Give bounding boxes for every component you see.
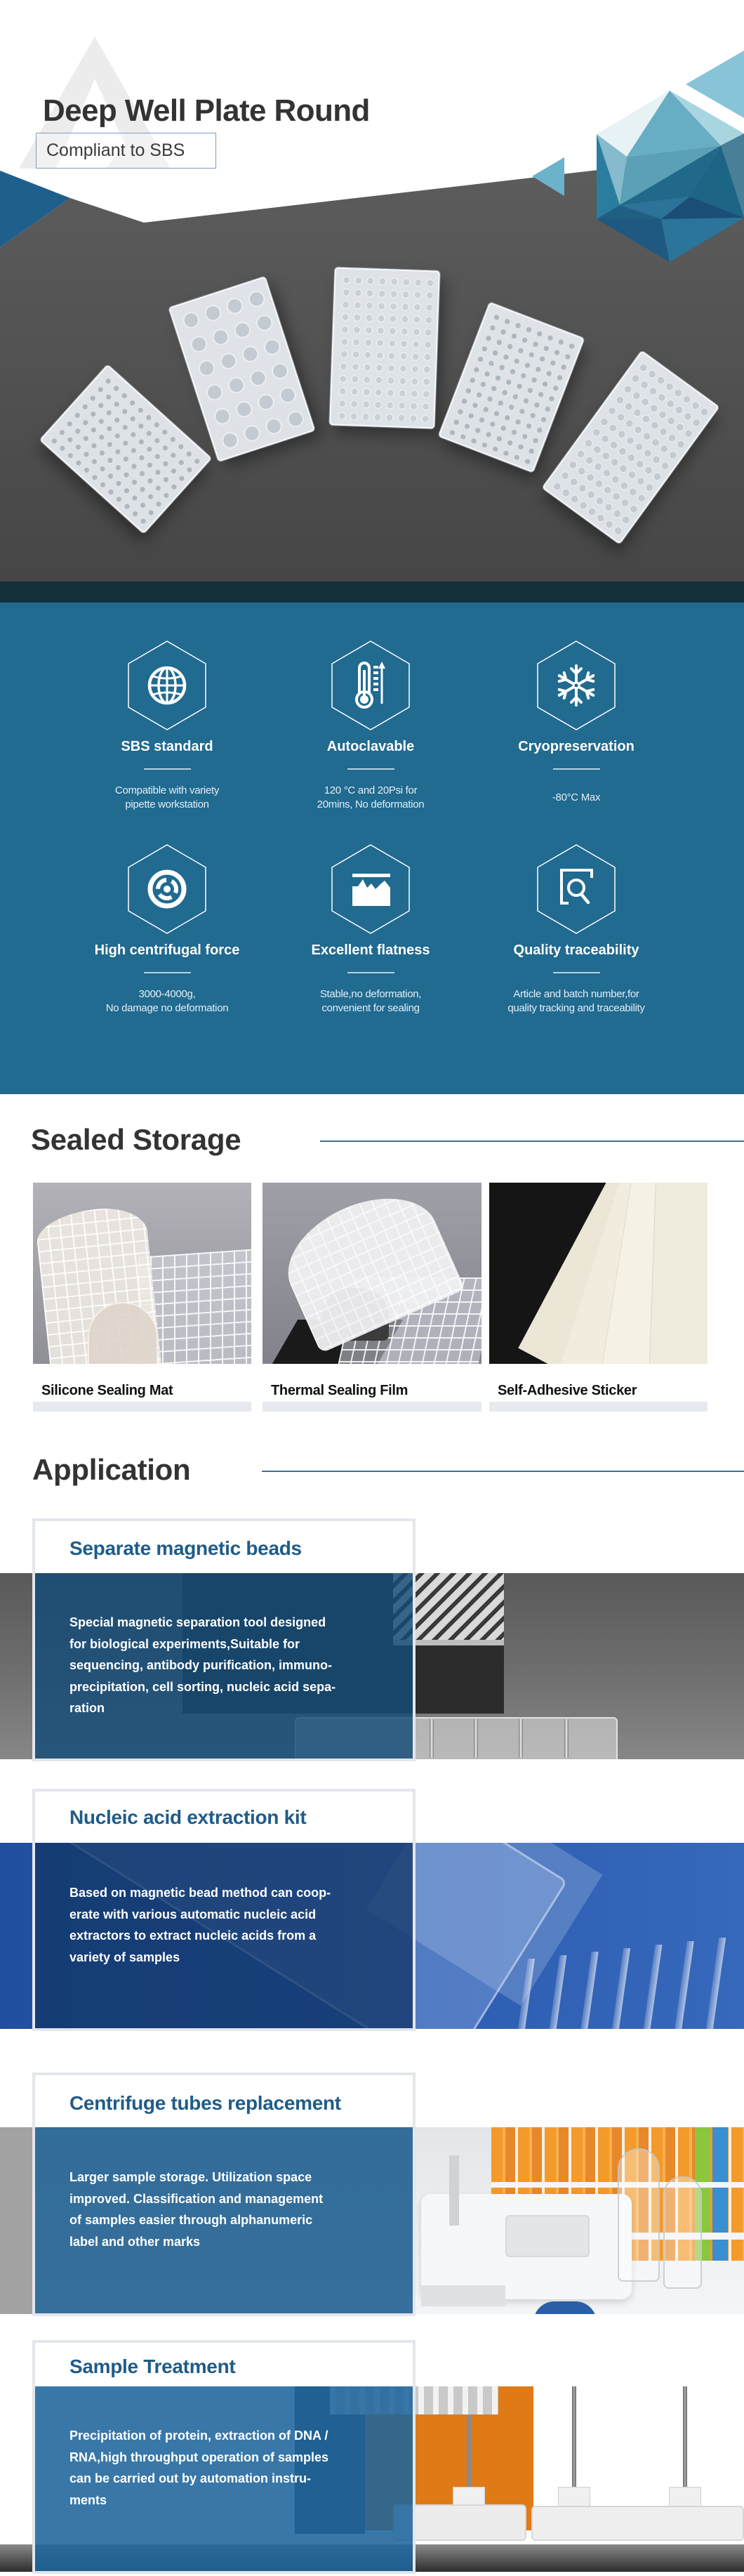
sealing-option-card xyxy=(489,1183,708,1412)
feature-title: Cryopreservation xyxy=(518,739,635,754)
description-line: label and other marks xyxy=(69,2234,201,2249)
product-title: Deep Well Plate Round xyxy=(43,93,370,128)
description-line: sequencing, antibody purification, immuno- xyxy=(69,1658,333,1672)
description-line: precipitation, cell sorting, nucleic acid sepa- xyxy=(69,1679,336,1694)
feature-excellent-flatness xyxy=(269,844,472,1020)
feature-description-line: 120 °C and 20Psi for xyxy=(324,784,418,796)
sealing-option-label: Thermal Sealing Film xyxy=(271,1383,408,1398)
feature-divider xyxy=(347,972,394,973)
feature-cryopreservation xyxy=(474,640,678,816)
thermometer-icon xyxy=(331,640,410,730)
centrifuge-icon xyxy=(128,844,206,934)
application-description xyxy=(69,2425,328,2511)
hero-bottom-band xyxy=(0,581,744,603)
feature-description-line: pipette workstation xyxy=(125,799,209,810)
feature-title: Excellent flatness xyxy=(311,942,430,958)
feature-description-line: convenient for sealing xyxy=(321,1002,420,1014)
feature-description xyxy=(474,783,678,813)
deep-well-plate-3 xyxy=(329,267,440,428)
silicone-mat-photo xyxy=(33,1183,251,1364)
feature-title: High centrifugal force xyxy=(94,942,240,958)
card-footer xyxy=(263,1402,481,1412)
application-title: Separate magnetic beads xyxy=(69,1537,302,1559)
feature-description-line: quality tracking and traceability xyxy=(507,1002,645,1014)
feature-sbs-standard xyxy=(65,640,269,816)
feature-description-line: 3000-4000g, xyxy=(138,988,196,1000)
description-line: erate with various automatic nucleic acid xyxy=(69,1907,317,1921)
section-title: Application xyxy=(32,1453,191,1486)
globe-icon xyxy=(128,640,206,730)
application-description xyxy=(69,1882,331,1968)
feature-description-line: 20mins, No deformation xyxy=(317,799,425,810)
feature-divider xyxy=(553,972,600,973)
feature-quality-traceability xyxy=(474,844,678,1020)
feature-divider xyxy=(144,768,191,770)
application-title: Sample Treatment xyxy=(69,2355,236,2377)
feature-description xyxy=(474,987,678,1016)
description-line: of samples easier through alphanumeric xyxy=(69,2213,313,2227)
feature-description-line: Stable,no deformation, xyxy=(319,988,422,1000)
feature-description-line: -80°C Max xyxy=(552,791,601,803)
description-line: ration xyxy=(69,1701,105,1715)
description-line: for biological experiments,Suitable for xyxy=(69,1636,300,1651)
sealing-option-label: Self-Adhesive Sticker xyxy=(498,1383,637,1398)
feature-description-line: Article and batch number,for xyxy=(513,988,639,1000)
magnifier-icon xyxy=(537,844,616,934)
section-title: Sealed Storage xyxy=(31,1123,241,1156)
sealing-option-label: Silicone Sealing Mat xyxy=(41,1383,173,1398)
description-line: improved. Classification and management xyxy=(69,2191,324,2206)
feature-divider xyxy=(144,972,191,973)
compliance-badge: Compliant to SBS xyxy=(36,133,216,169)
description-line: variety of samples xyxy=(69,1950,180,1964)
description-line: ments xyxy=(69,2492,107,2507)
feature-divider xyxy=(553,768,600,770)
feature-divider xyxy=(347,768,394,770)
adhesive-sticker-photo xyxy=(489,1183,708,1364)
hero-banner xyxy=(0,0,744,603)
application-title: Centrifuge tubes replacement xyxy=(69,2092,341,2114)
feature-description-line: No damage no deformation xyxy=(105,1002,229,1014)
application-title: Nucleic acid extraction kit xyxy=(69,1806,307,1828)
card-footer xyxy=(33,1402,251,1412)
snowflake-icon xyxy=(537,640,616,730)
feature-autoclavable xyxy=(269,640,472,816)
thermal-film-photo xyxy=(263,1183,481,1364)
feature-description xyxy=(65,987,269,1016)
feature-description xyxy=(269,987,472,1016)
feature-high-centrifugal-force xyxy=(65,844,269,1020)
application-card xyxy=(32,1789,416,2031)
feature-title: SBS standard xyxy=(121,739,213,754)
feature-description xyxy=(269,783,472,813)
sealing-option-card xyxy=(263,1183,481,1412)
section-divider xyxy=(320,1141,744,1142)
plate-wells xyxy=(336,274,433,422)
description-line: extractors to extract nucleic acids from a xyxy=(69,1928,317,1943)
application-card xyxy=(32,2340,416,2574)
feature-description-line: Compatible with variety xyxy=(114,784,220,796)
card-footer xyxy=(489,1402,708,1412)
feature-title: Quality traceability xyxy=(513,942,639,958)
description-line: Larger sample storage. Utilization space xyxy=(69,2170,312,2184)
description-line: can be carried out by automation instru- xyxy=(69,2471,312,2485)
feature-title: Autoclavable xyxy=(326,739,415,754)
application-description xyxy=(69,2167,323,2252)
description-line: Precipitation of protein, extraction of DNA / xyxy=(69,2429,328,2443)
flatness-icon xyxy=(331,844,410,934)
features-section xyxy=(0,603,744,1094)
section-divider xyxy=(262,1471,744,1472)
feature-description xyxy=(65,783,269,813)
description-line: Based on magnetic bead method can coop- xyxy=(69,1886,331,1900)
description-line: RNA,high throughput operation of samples xyxy=(69,2450,328,2464)
application-card xyxy=(32,1518,416,1761)
application-description xyxy=(69,1612,336,1719)
application-card xyxy=(32,2072,416,2316)
description-line: Special magnetic separation tool designed xyxy=(69,1615,326,1629)
sealing-option-card xyxy=(33,1183,251,1412)
